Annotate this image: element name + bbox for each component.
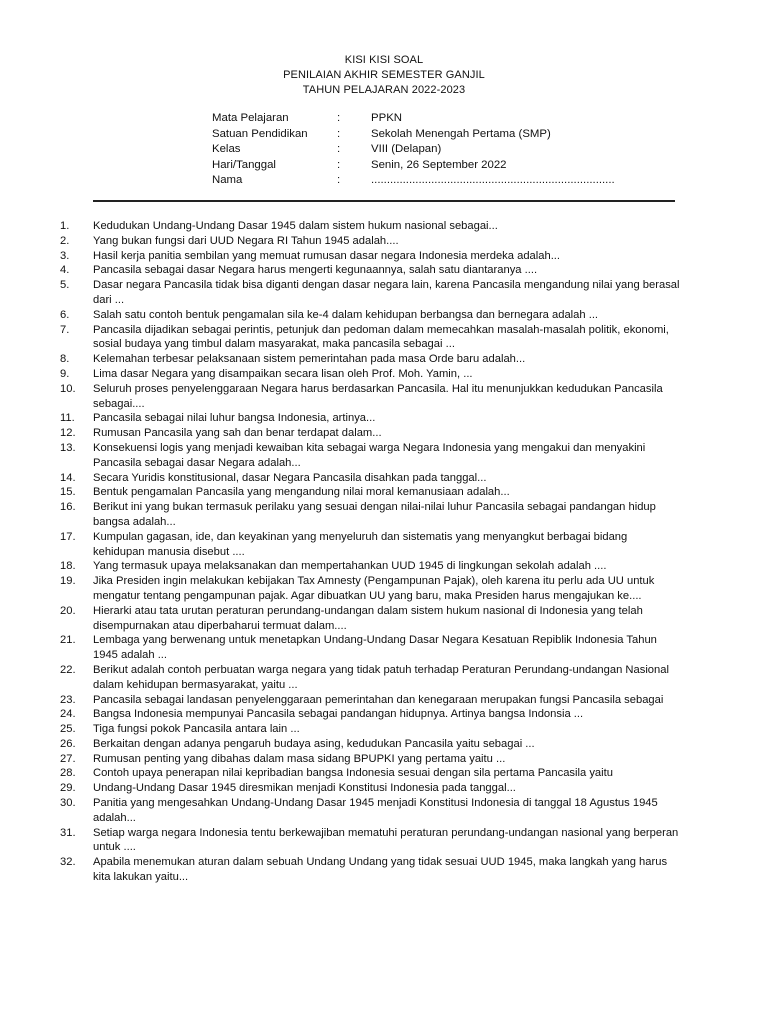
question-text: Berikut adalah contoh perbuatan warga negara yang tidak patuh terhadap Peraturan Perundang-undangan Nasional dalam kehidupan bermasyarakat, yaitu ... [93,663,669,691]
question-text: Pancasila dijadikan sebagai perintis, petunjuk dan pedoman dalam memecahkan masalah-masalah politik, ekonomi, sosial budaya yang timbul dalam masyarakat, maka pancasila sebagai ... [93,323,669,351]
header-year: TAHUN PELAJARAN 2022-2023 [302,84,466,96]
question-text: Rumusan penting yang dibahas dalam masa sidang BPUPKI yang pertama yaitu ... [93,752,506,765]
question-text: Lembaga yang berwenang untuk menetapkan Undang-Undang Dasar Negara Kesatuan Repiblik Indonesia Tahun 1945 adalah ... [93,634,657,662]
question-text: Kumpulan gagasan, ide, dan keyakinan yang menyeluruh dan sistematis yang menyangkut berbagai bidang kehidupan manusia disebut .... [93,530,628,558]
question-text: Lima dasar Negara yang disampaikan secara lisan oleh Prof. Moh. Yamin, ... [93,367,473,380]
info-value: Sekolah Menengah Pertama (SMP) [371,127,551,140]
question-text: Bangsa Indonesia mempunyai Pancasila sebagai pandangan hidupnya. Artinya bangsa Indonsia ... [93,708,584,721]
question-number: 18. [60,560,76,573]
question-text: Konsekuensi logis yang menjadi kewaiban kita sebagai warga Negara Indonesia yang mengakui dan menyakini Pancasila sebagai dasar Negara adalah... [93,441,646,469]
question-number: 15. [60,486,76,499]
info-label: Nama [212,174,243,186]
question-number: 14. [60,471,76,484]
question-item [60,441,680,471]
question-text: Hasil kerja panitia sembilan yang memuat rumusan dasar negara Indonesia merdeka adalah... [93,249,561,262]
question-item [60,633,680,663]
question-item [60,352,680,367]
question-text: Berkaitan dengan adanya pengaruh budaya asing, kedudukan Pancasila yaitu sebagai ... [93,737,535,750]
question-number: 12. [60,427,76,440]
question-number: 2. [60,234,70,247]
question-item [60,308,680,323]
question-number: 3. [60,249,70,262]
question-text: Salah satu contoh bentuk pengamalan sila ke-4 dalam kehidupan berbangsa dan bernegara adalah ... [93,308,599,321]
question-item [60,737,680,752]
info-colon: : [337,143,341,155]
question-text: Pancasila sebagai nilai luhur bangsa Indonesia, artinya... [93,412,376,425]
info-label: Kelas [212,143,241,155]
question-number: 27. [60,752,76,765]
question-number: 6. [60,308,70,321]
info-value: PPKN [371,112,403,124]
question-number: 19. [60,575,76,588]
question-text: Rumusan Pancasila yang sah dan benar terdapat dalam... [93,427,382,440]
info-row-school [212,127,615,143]
question-number: 8. [60,353,70,366]
question-item [60,382,680,412]
question-text: Tiga fungsi pokok Pancasila antara lain ... [93,723,300,736]
info-colon: : [337,127,341,140]
question-item [60,707,680,722]
info-label: Hari/Tanggal [212,158,276,171]
question-number: 32. [60,856,76,869]
question-number: 25. [60,723,76,736]
question-number: 11. [60,412,75,425]
question-number: 20. [60,604,76,617]
question-number: 1. [60,220,70,232]
question-text: Kelemahan terbesar pelaksanaan sistem pemerintahan pada masa Orde baru adalah... [93,353,526,366]
question-number: 9. [60,367,70,380]
question-number: 16. [60,501,76,514]
question-text: Berikut ini yang bukan termasuk perilaku yang sesuai dengan nilai-nilai luhur Pancasila sebagai pandangan hidup bangsa adalah... [93,501,656,528]
question-text: Yang bukan fungsi dari UUD Negara RI Tahun 1945 adalah.... [93,234,399,247]
question-number: 28. [60,767,76,780]
question-item [60,263,680,278]
info-colon: : [337,112,341,124]
question-item [60,722,680,737]
question-number: 22. [60,663,76,676]
question-item [60,752,680,767]
question-item [60,485,680,500]
name-blank: ............................................................................. [371,174,615,186]
question-item [60,766,680,781]
question-item [60,604,680,634]
question-item [60,663,680,693]
question-text: Seluruh proses penyelenggaraan Negara harus berdasarkan Pancasila. Hal itu menunjukkan kedudukan Pancasila sebagai.... [93,382,663,410]
question-item [60,530,680,560]
question-number: 7. [60,323,70,336]
question-text: Pancasila sebagai landasan penyelenggaraan pemerintahan dan kenegaraan merupakan fungsi Pancasila sebagai [93,693,664,706]
info-value: Senin, 26 September 2022 [371,158,507,171]
question-item [60,426,680,441]
question-text: Apabila menemukan aturan dalam sebuah Undang Undang yang tidak sesuai UUD 1945, maka langkah yang harus kita lakukan yaitu... [93,856,668,884]
question-item [60,855,680,885]
question-item [60,411,680,426]
header-title: KISI KISI SOAL [344,54,424,66]
info-row-name [212,173,615,189]
question-item [60,234,680,249]
question-item [60,574,680,604]
question-text: Setiap warga negara Indonesia tentu berkewajiban mematuhi peraturan perundang-undangan nasional yang berperan untuk .... [93,826,679,854]
question-number: 4. [60,264,70,277]
question-number: 5. [60,279,70,292]
question-number: 21. [60,634,76,647]
question-number: 17. [60,530,76,543]
question-item [60,559,680,574]
question-item [60,323,680,353]
question-text: Undang-Undang Dasar 1945 diresmikan menjadi Konstitusi Indonesia pada tanggal... [93,782,516,795]
question-item [60,796,680,826]
info-row-date [212,158,615,174]
question-number: 10. [60,382,76,395]
question-item [60,278,680,308]
info-row-class [212,142,615,158]
document-header [0,53,768,98]
question-item [60,219,680,234]
question-list [60,219,680,885]
question-number: 29. [60,782,76,795]
info-label: Satuan Pendidikan [212,127,308,140]
question-text: Contoh upaya penerapan nilai kepribadian bangsa Indonesia sesuai dengan sila pertama Pancasila yaitu [93,767,613,780]
question-text: Kedudukan Undang-Undang Dasar 1945 dalam sistem hukum nasional sebagai... [93,220,498,232]
question-number: 31. [60,826,76,839]
info-row-subject [212,111,615,127]
info-colon: : [337,174,341,186]
question-text: Pancasila sebagai dasar Negara harus mengerti kegunaannya, salah satu diantaranya .... [93,264,538,277]
header-divider [93,200,675,202]
question-number: 23. [60,693,76,706]
question-number: 30. [60,797,76,810]
question-number: 24. [60,708,76,721]
question-item [60,471,680,486]
question-text: Dasar negara Pancasila tidak bisa diganti dengan dasar negara lain, karena Pancasila mengandung nilai yang berasal dari ... [93,279,680,306]
info-colon: : [337,158,341,171]
info-table [212,111,615,189]
header-subtitle: PENILAIAN AKHIR SEMESTER GANJIL [283,69,485,81]
question-text: Bentuk pengamalan Pancasila yang mengandung nilai moral kemanusiaan adalah... [93,486,510,499]
question-item [60,500,680,530]
info-label: Mata Pelajaran [212,112,289,124]
info-value: VIII (Delapan) [371,143,442,155]
question-number: 26. [60,737,76,750]
question-text: Jika Presiden ingin melakukan kebijakan Tax Amnesty (Pengampunan Pajak), oleh karena itu perlu ada UU untuk mengatur tentang pengampunan pajak. Agar dibuatkan UU yang baru, maka Presiden harus mengajukan ke.... [93,575,655,602]
question-text: Panitia yang mengesahkan Undang-Undang Dasar 1945 menjadi Konstitusi Indonesia di tanggal 18 Agustus 1945 adalah... [93,797,658,824]
question-item [60,249,680,264]
question-item [60,826,680,856]
question-item [60,781,680,796]
question-text: Secara Yuridis konstitusional, dasar Negara Pancasila disahkan pada tanggal... [93,471,487,484]
question-number: 13. [60,441,76,454]
question-item [60,367,680,382]
question-text: Yang termasuk upaya melaksanakan dan mempertahankan UUD 1945 di lingkungan sekolah adalah .... [93,560,607,573]
question-text: Hierarki atau tata urutan peraturan perundang-undangan dalam sistem hukum nasional di Indonesia yang telah disempurnakan atau diperbaharui termuat dalam.... [93,604,643,632]
question-item [60,693,680,708]
